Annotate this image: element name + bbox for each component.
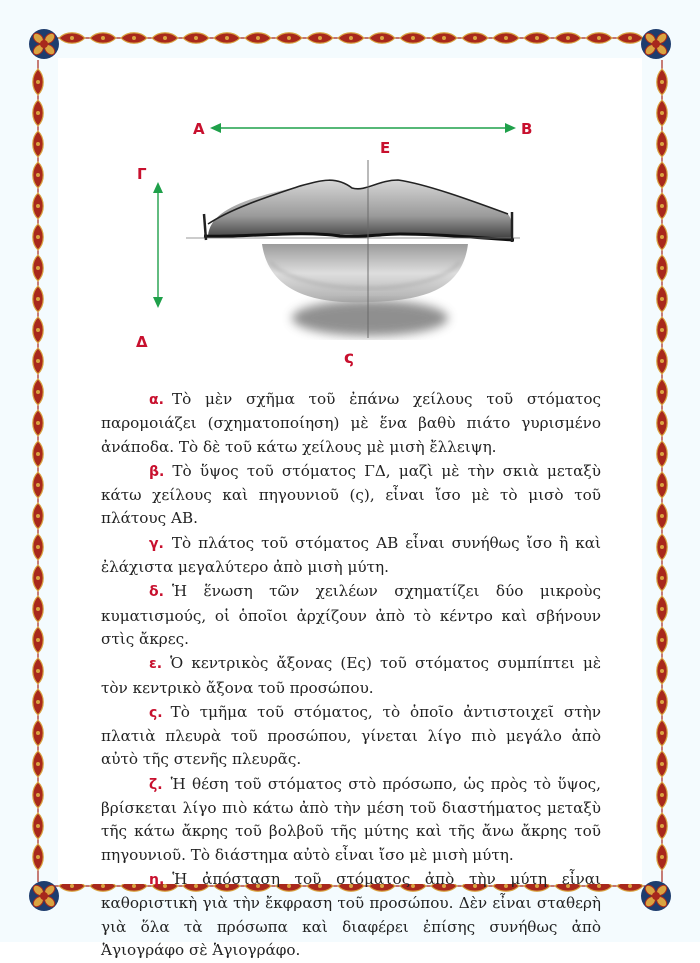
border-dot-motif (660, 793, 664, 797)
paragraph-text: Ὁ κεντρικὸς ἄξονας (Ες) τοῦ στόματος συμπίπτει μὲ τὸν κεντρικὸ ἄξονα τοῦ προσώπου. (101, 654, 601, 697)
border-dot-motif (660, 638, 664, 642)
lower-lip (262, 244, 468, 302)
paragraph-text: Ἡ ἀπόσταση τοῦ στόματος ἀπὸ τὴν μύτη εἶναι καθοριστικὴ γιὰ τὴν ἔκφραση τοῦ προσώπου. Δὲν εἶναι σταθερὴ γιὰ ὅλα τὰ πρόσωπα καὶ διαφέρει ἐπίσης συνήθως ἀπὸ Ἁγιογράφο σὲ Ἁγιογράφο. (101, 869, 601, 959)
label-d: Δ (136, 333, 148, 351)
paragraph-text: Τὸ πλάτος τοῦ στόματος ΑΒ εἶναι συνήθως ἴσο ἢ καὶ ἐλάχιστα μεγαλύτερο ἀπὸ μισὴ μύτη. (101, 533, 601, 577)
width-arrow-left-head (210, 123, 221, 133)
border-dot-motif (36, 762, 40, 766)
border-dot-motif (36, 855, 40, 859)
border-dot-motif (660, 514, 664, 518)
label-e: Ε (380, 139, 391, 157)
border-dot-motif (36, 731, 40, 735)
corner-ornament-bottom-right (636, 876, 676, 916)
paragraph-marker: ς. (149, 704, 163, 721)
border-dot-motif (36, 452, 40, 456)
border-dot-motif (660, 483, 664, 487)
border-dot-motif (660, 762, 664, 766)
border-dot-motif (660, 855, 664, 859)
corner-center (652, 892, 660, 900)
border-dot-motif (36, 669, 40, 673)
border-dot-motif (36, 793, 40, 797)
paragraph-text: Ἡ θέση τοῦ στόματος στὸ πρόσωπο, ὡς πρὸς τὸ ὕψος, βρίσκεται λίγο πιὸ κάτω ἀπὸ τὴν μέση τοῦ διαστήματος μεταξὺ τῆς κάτω ἄκρης τοῦ βολβοῦ τῆς μύτης καὶ τῆς ἄνω ἄκρης τοῦ πηγουνιοῦ. Τὸ διάστημα αὐτὸ εἶναι ἴσο μὲ μισὴ μύτη. (101, 774, 601, 864)
paragraph-text: Ἡ ἕνωση τῶν χειλέων σχηματίζει δύο μικροὺς κυματισμούς, οἱ ὁποῖοι ἀρχίζουν ἀπὸ τὸ κέντρο καὶ σβήνουν στὶς ἄκρες. (101, 582, 601, 648)
paragraph-marker: γ. (149, 535, 164, 552)
paragraph-text: Τὸ μὲν σχῆμα τοῦ ἐπάνω χείλους τοῦ στόματος παρομοιάζει (σχηματοποίηση) μὲ ἕνα βαθὺ πιάτο γυρισμένο ἀνάποδα. Τὸ δὲ τοῦ κάτω χείλους μὲ μισὴ ἔλλειψη. (101, 390, 601, 456)
border-dot-motif (36, 545, 40, 549)
border-dot-motif (660, 390, 664, 394)
paragraph-text: Τὸ ὕψος τοῦ στόματος ΓΔ, μαζὶ μὲ τὴν σκιὰ μεταξὺ κάτω χείλους καὶ πηγουνιοῦ (ς), εἶναι ἴσο μὲ τὸ μισὸ τοῦ πλάτους ΑΒ. (101, 461, 601, 528)
paragraph-marker: β. (149, 463, 165, 480)
border-dot-motif (36, 576, 40, 580)
border-dot-motif (36, 824, 40, 828)
border-dot-motif (36, 607, 40, 611)
label-g: Γ (137, 165, 147, 183)
border-dot-motif (36, 421, 40, 425)
border-dot-motif (660, 669, 664, 673)
chin-shadow (292, 300, 448, 336)
border-dot-motif (660, 421, 664, 425)
border-dot-motif (660, 452, 664, 456)
label-a: Α (193, 120, 205, 138)
border-dot-motif (36, 700, 40, 704)
paragraph-g (101, 532, 601, 580)
height-arrow-bottom-head (153, 297, 163, 308)
border-dot-motif (36, 483, 40, 487)
border-dot-motif (70, 884, 74, 888)
border-dot-motif (660, 545, 664, 549)
paragraph-marker: ζ. (149, 776, 163, 793)
paragraph-marker: α. (149, 392, 164, 408)
border-dot-motif (36, 638, 40, 642)
border-dot-motif (660, 731, 664, 735)
height-arrow-top-head (153, 182, 163, 193)
paragraph-text: Τὸ τμῆμα τοῦ στόματος, τὸ ὁποῖο ἀντιστοιχεῖ στὴν πλατιὰ πλευρὰ τοῦ προσώπου, γίνεται λίγο πιὸ μεγάλο ἀπὸ αὐτὸ τῆς στενῆς πλευρᾶς. (101, 702, 601, 769)
label-s: ς (344, 348, 355, 368)
paragraph-b (101, 460, 601, 531)
corner-center (40, 892, 48, 900)
mouth-drawing (0, 0, 700, 380)
border-dot-motif (660, 700, 664, 704)
paragraph-st (101, 701, 601, 772)
paragraph-marker: ε. (149, 656, 163, 673)
label-b: Β (521, 120, 533, 138)
border-dot-motif (660, 607, 664, 611)
border-dot-motif (36, 514, 40, 518)
paragraph-a (101, 388, 601, 459)
paragraph-h (101, 868, 601, 962)
width-arrow-right-head (505, 123, 516, 133)
paragraph-z (101, 773, 601, 867)
border-dot-motif (36, 390, 40, 394)
description-text (101, 388, 601, 963)
paragraph-e (101, 652, 601, 700)
border-dot-motif (660, 824, 664, 828)
paragraph-marker: δ. (149, 584, 164, 601)
border-dot-motif (628, 884, 632, 888)
border-dot-motif (660, 576, 664, 580)
paragraph-d (101, 580, 601, 651)
paragraph-marker: η. (149, 871, 165, 888)
